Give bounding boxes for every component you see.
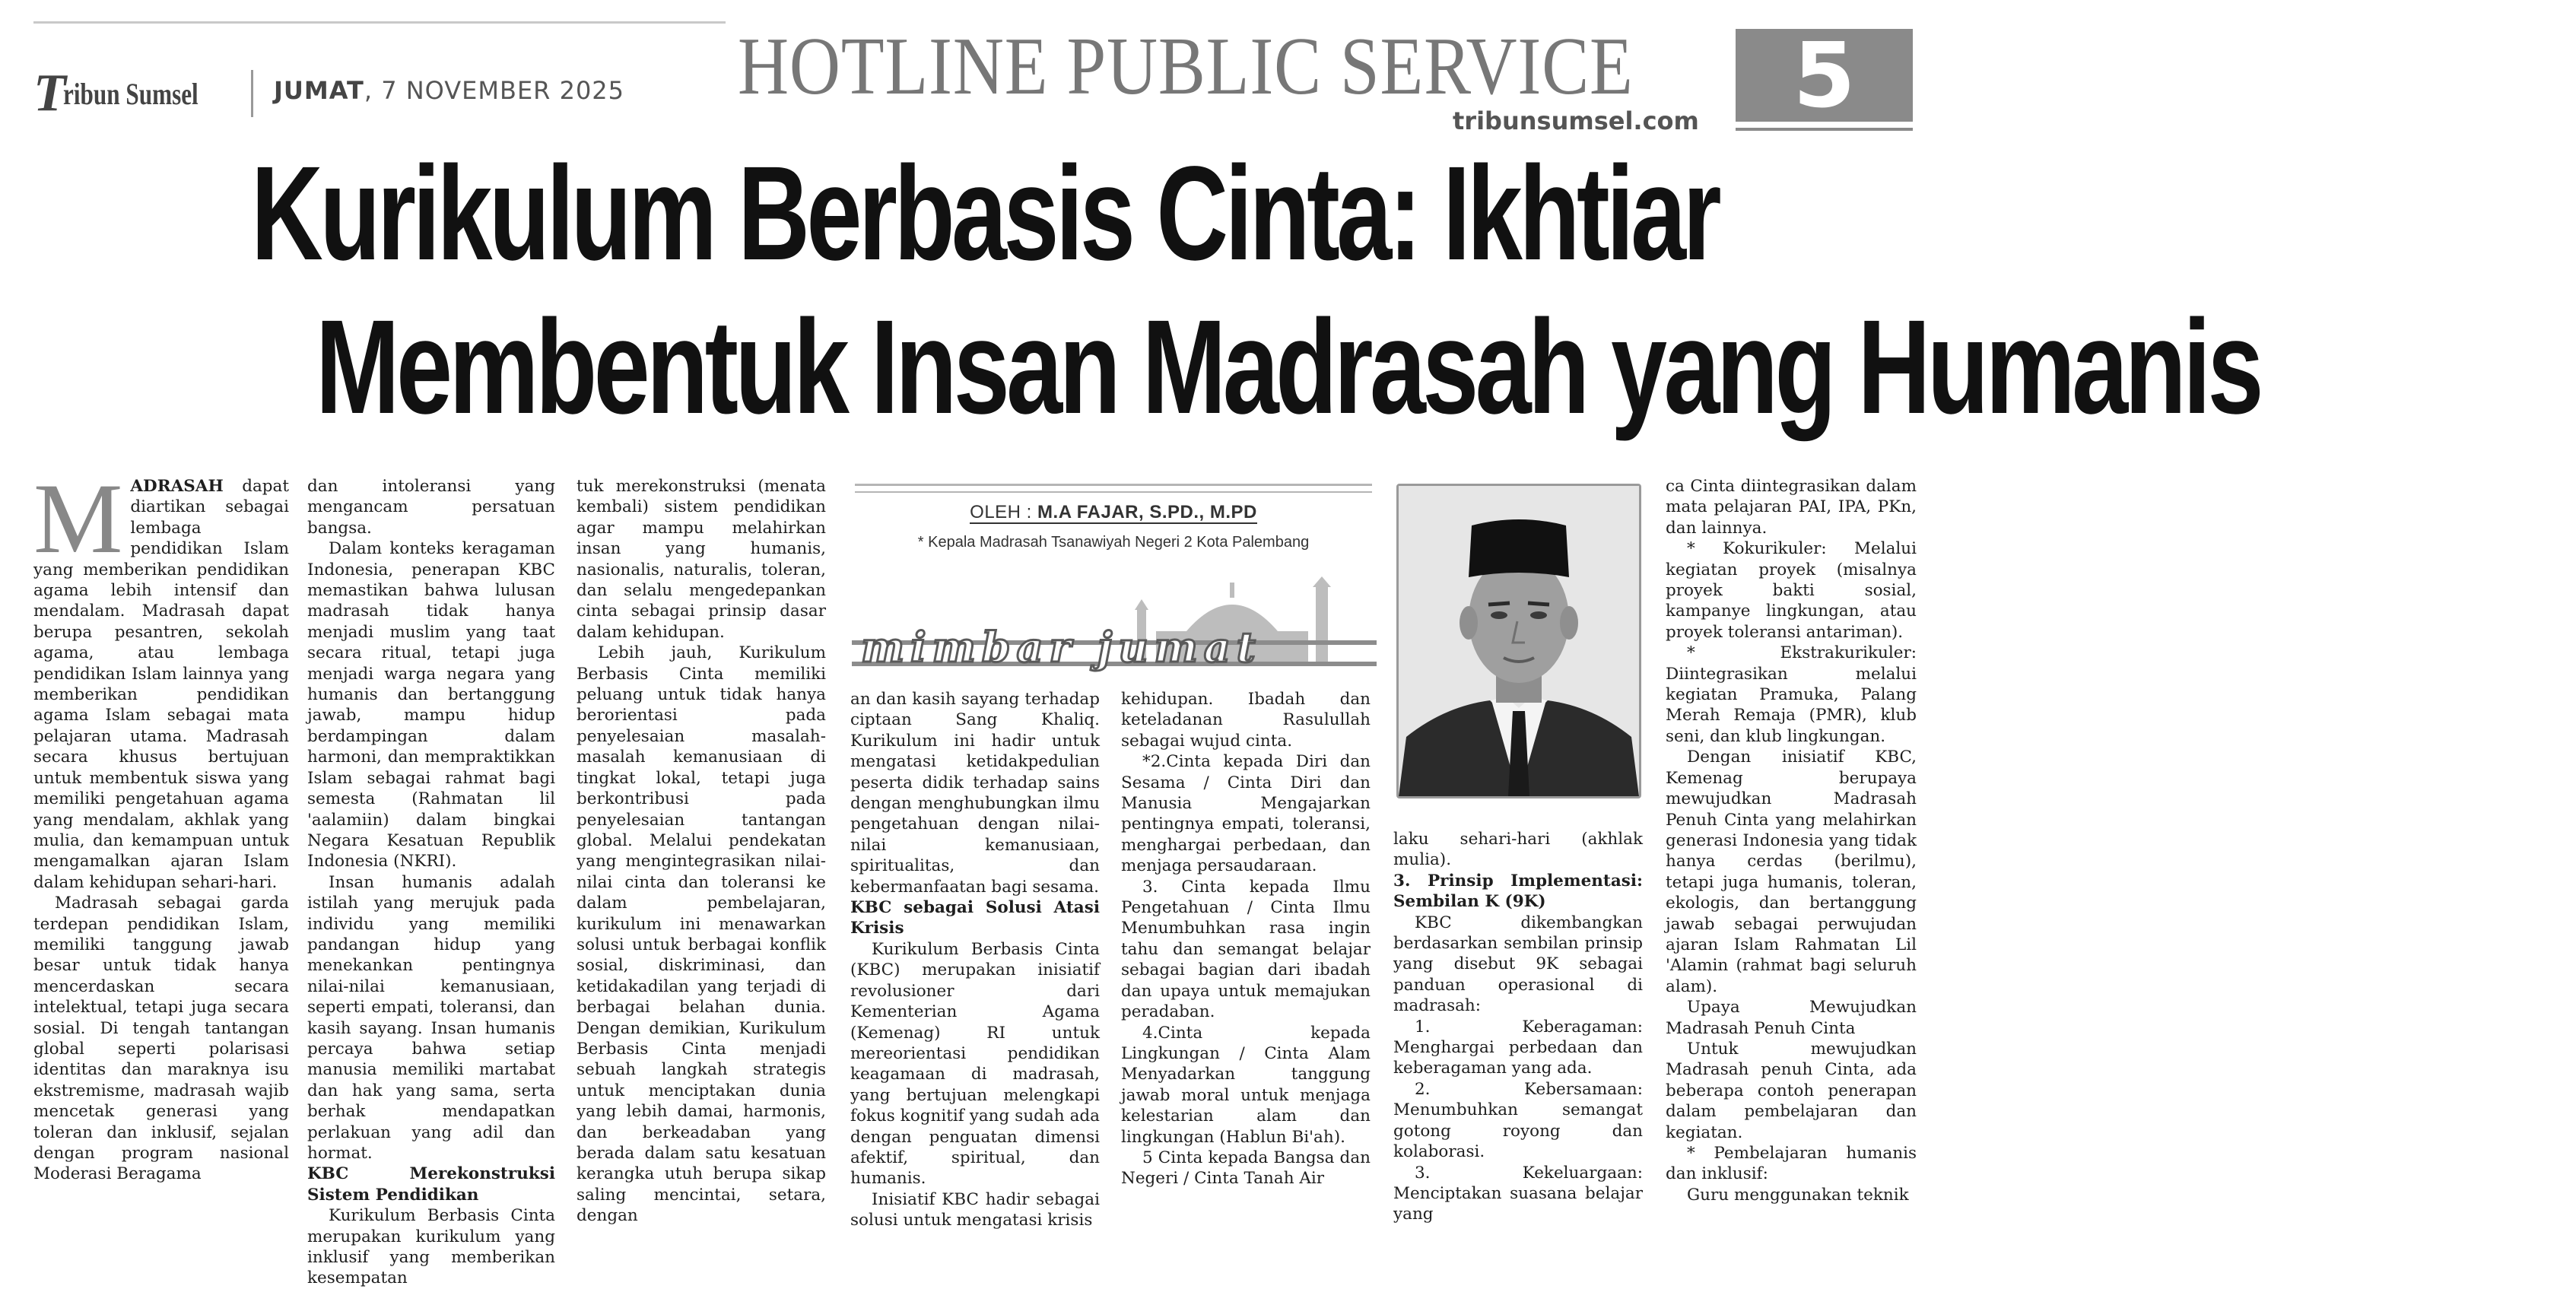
author-name: M.A FAJAR, S.PD., M.PD — [1037, 502, 1257, 522]
page-number-box — [1736, 23, 1913, 128]
paragraph: * Kokurikuler: Melalui kegiatan proyek (misalnya proyek bakti sosial, kampanye lingkungan, atau proyek toleransi antariman). — [1666, 539, 1917, 642]
byline-prefix: OLEH : — [970, 502, 1032, 522]
article-column-5 — [1121, 689, 1371, 1189]
page-number-underline — [1736, 128, 1913, 131]
paragraph: 5 Cinta kepada Bangsa dan Negeri / Cinta Tanah Air — [1121, 1148, 1371, 1189]
article-column-3 — [577, 476, 826, 1226]
mimbar-jumat-rubric-logo — [852, 578, 1377, 677]
paragraph: *2.Cinta kepada Diri dan Sesama / Cinta Diri dan Manusia Mengajarkan pentingnya empati, toleransi, menghargai perbedaan, dan menjaga persaudaraan. — [1121, 752, 1371, 876]
issue-day: JUMAT — [274, 76, 364, 105]
page-number: 5 — [1793, 23, 1856, 128]
paragraph: dan intoleransi yang mengancam persatuan bangsa. — [307, 477, 555, 538]
article-column-2 — [307, 476, 555, 1288]
paragraph: laku sehari-hari (akhlak mulia). — [1393, 830, 1643, 870]
logo-initial: T — [33, 64, 66, 122]
headline-line-1 — [0, 137, 1947, 291]
author-rule-top-thin — [855, 491, 1372, 493]
author-portrait-image — [1399, 486, 1639, 796]
paragraph: 4.Cinta kepada Lingkungan / Cinta Alam Menyadarkan tanggung jawab moral untuk menjaga kelestarian alam dan lingkungan (Hablun Bi'ah). — [1121, 1023, 1371, 1147]
rubric-text: mimbar jumat — [861, 623, 1262, 671]
paragraph: tuk merekonstruksi (menata kembali) sistem pendidikan agar mampu melahirkan insan yang humanis, nasionalis, naturalis, toleran, dan selalu mengedepankan cinta sebagai prinsip dasar dalam kehidupan. — [577, 477, 826, 642]
paragraph: ca Cinta diintegrasikan dalam mata pelajaran PAI, IPA, PKn, dan lainnya. — [1666, 477, 1917, 538]
paragraph: Guru menggunakan teknik — [1687, 1185, 1909, 1205]
author-role: * Kepala Madrasah Tsanawiyah Negeri 2 Kota Palembang — [917, 534, 1310, 551]
paragraph: kehidupan. Ibadah dan keteladanan Rasulullah sebagai wujud cinta. — [1121, 690, 1371, 751]
paragraph: 3. Kekeluargaan: Menciptakan suasana belajar yang — [1393, 1163, 1643, 1224]
subheading: KBC sebagai Solusi Atasi Krisis — [850, 898, 1100, 938]
article-column-7 — [1666, 476, 1917, 1205]
headline-line-2 — [0, 291, 2260, 444]
paragraph: KBC dikembangkan berdasarkan sembilan prinsip yang disebut 9K sebagai panduan operasional di madrasah: — [1393, 913, 1643, 1016]
logo-wordmark: ribun Sumsel — [62, 76, 199, 111]
paragraph: Dalam konteks keragaman Indonesia, penerapan KBC memastikan bahwa lulusan madrasah tidak hanya menjadi muslim yang taat secara ritual, tetapi juga menjadi warga negara yang humanis dan bertanggung jawab, mampu hidup berdampingan dalam harmoni, dan mempraktikkan Islam sebagai rahmat bagi semesta (Rahmatan lil 'aalamiin) dalam bingkai Negara Kesatuan Republik Indonesia (NKRI). — [307, 539, 555, 872]
subheading: KBC Merekonstruksi Sistem Pendidikan — [307, 1164, 555, 1205]
paragraph: dapat diartikan sebagai lembaga pendidikan Islam yang memberikan pendidikan agama lebih intensif dan mendalam. Madrasah dapat berupa pesantren, sekolah agama, atau lembaga pendidikan Islam lainnya yang memberikan pendidikan agama Islam sebagai mata pelajaran utama. Madrasah secara khusus bertujuan untuk membentuk siswa yang memiliki pengetahuan agama yang mendalam, akhlak yang mulia, dan kemampuan untuk mengamalkan ajaran Islam dalam kehidupan sehari-hari. — [33, 477, 289, 892]
author-rule-top — [855, 484, 1372, 486]
issue-date-rest: , 7 NOVEMBER 2025 — [364, 76, 625, 105]
section-title: HOTLINE PUBLIC SERVICE — [738, 21, 1634, 112]
paragraph: * Pembelajaran humanis dan inklusif: — [1666, 1144, 1917, 1184]
paragraph: Lebih jauh, Kurikulum Berbasis Cinta memiliki peluang untuk tidak hanya berorientasi pada penyelesaian masalah-masalah kemanusiaan di tingkat lokal, tetapi juga berkontribusi pada penyelesaian tantangan global. Melalui pendekatan yang mengintegrasikan nilai-nilai cinta dan toleransi ke dalam pembelajaran, kurikulum ini menawarkan solusi untuk berbagai konflik sosial, diskriminasi, dan ketidakadilan yang terjadi di berbagai belahan dunia. Dengan demikian, Kurikulum Berbasis Cinta menjadi sebuah langkah strategis untuk menciptakan dunia yang lebih damai, harmonis, dan berkeadaban yang berada dalam satu kesatuan kerangka utuh berupa sikap saling mencintai, setara, dengan — [577, 643, 826, 1226]
paragraph: an dan kasih sayang terhadap ciptaan Sang Khaliq. Kurikulum ini hadir untuk mengatasi ketidakpedulian peserta didik terhadap sains dengan menghubungkan ilmu pengetahuan dengan nilai-nilai kemanusiaan, spiritualitas, dan kebermanfaatan bagi sesama. — [850, 690, 1100, 897]
issue-date — [274, 76, 624, 105]
article-headline — [0, 137, 2260, 444]
paragraph: Dengan inisiatif KBC, Kemenag berupaya mewujudkan Madrasah Penuh Cinta yang melahirkan generasi Indonesia yang tidak hanya cerdas (berilmu), tetapi juga humanis, toleran, ekologis, dan bertanggung jawab sebagai perwujudan ajaran Islam Rahmatan Lil 'Alamin (rahmat bagi seluruh alam). — [1666, 748, 1917, 996]
paragraph: Kurikulum Berbasis Cinta merupakan kurikulum yang inklusif yang memberikan kesempatan — [307, 1206, 555, 1288]
tribun-sumsel-logo[interactable] — [33, 64, 237, 122]
headline-line-1-text: Kurikulum Berbasis Cinta: Ikhtiar — [251, 139, 1719, 288]
paragraph: Insan humanis adalah istilah yang merujuk pada individu yang memiliki pandangan hidup yang menekankan pentingnya nilai-nilai kemanusiaan, seperti empati, toleransi, dan kasih sayang. Insan humanis percaya bahwa setiap manusia memiliki martabat dan hak yang sama, serta berhak mendapatkan perlakuan yang adil dan hormat. — [307, 872, 555, 1163]
paragraph: Inisiatif KBC hadir sebagai solusi untuk mengatasi krisis — [850, 1189, 1100, 1230]
masthead-rule — [33, 21, 726, 24]
paragraph: 2. Kebersamaan: Menumbuhkan semangat gotong royong dan kolaborasi. — [1393, 1079, 1643, 1162]
author-photo — [1396, 484, 1641, 798]
paragraph: Madrasah sebagai garda terdepan pendidikan Islam, memiliki tanggung jawab besar untuk tidak hanya mencerdaskan secara intelektual, tetapi juga secara sosial. Di tengah tantangan global seperti polarisasi identitas dan maraknya isu ekstremisme, madrasah wajib mencetak generasi yang toleran dan inklusif, sejalan dengan program nasional Moderasi Beragama — [33, 894, 289, 1184]
paragraph: Untuk mewujudkan Madrasah penuh Cinta, ada beberapa contoh penerapan dalam pembelajaran dan kegiatan. — [1666, 1039, 1917, 1142]
author-byline — [855, 502, 1372, 523]
site-url[interactable]: tribunsumsel.com — [1453, 106, 1699, 135]
article-column-6 — [1393, 829, 1643, 1224]
subheading: 3. Prinsip Implementasi: Sembilan K (9K) — [1393, 871, 1643, 912]
paragraph: 1. Keberagaman: Menghargai perbedaan dan keberagaman yang ada. — [1393, 1017, 1643, 1078]
paragraph: Upaya Mewujudkan Madrasah Penuh Cinta — [1666, 998, 1917, 1038]
masthead-divider — [251, 70, 253, 117]
paragraph: Kurikulum Berbasis Cinta (KBC) merupakan inisiatif revolusioner dari Kementerian Agama (Kemenag) RI untuk mereorientasi pendidikan keagamaan di madrasah, yang bertujuan melengkapi fokus kognitif yang sudah ada dengan penguatan dimensi afektif, spiritual, dan humanis. — [850, 939, 1100, 1189]
headline-line-2-text: Membentuk Insan Madrasah yang Humanis — [315, 293, 2260, 442]
paragraph: 3. Cinta kepada Ilmu Pengetahuan / Cinta Ilmu Menumbuhkan rasa ingin tahu dan semangat belajar sebagai bagian dari ibadah dan upaya untuk memajukan peradaban. — [1121, 877, 1371, 1022]
article-column-1 — [33, 462, 289, 1184]
lead-word: ADRASAH — [130, 477, 224, 496]
drop-cap: M — [33, 462, 123, 574]
paragraph: * Ekstrakurikuler: Diintegrasikan melalui kegiatan Pramuka, Palang Merah Remaja (PMR), klub seni, dan klub lingkungan. — [1666, 643, 1917, 746]
lead-paragraph — [33, 462, 289, 893]
article-column-4 — [850, 689, 1100, 1230]
